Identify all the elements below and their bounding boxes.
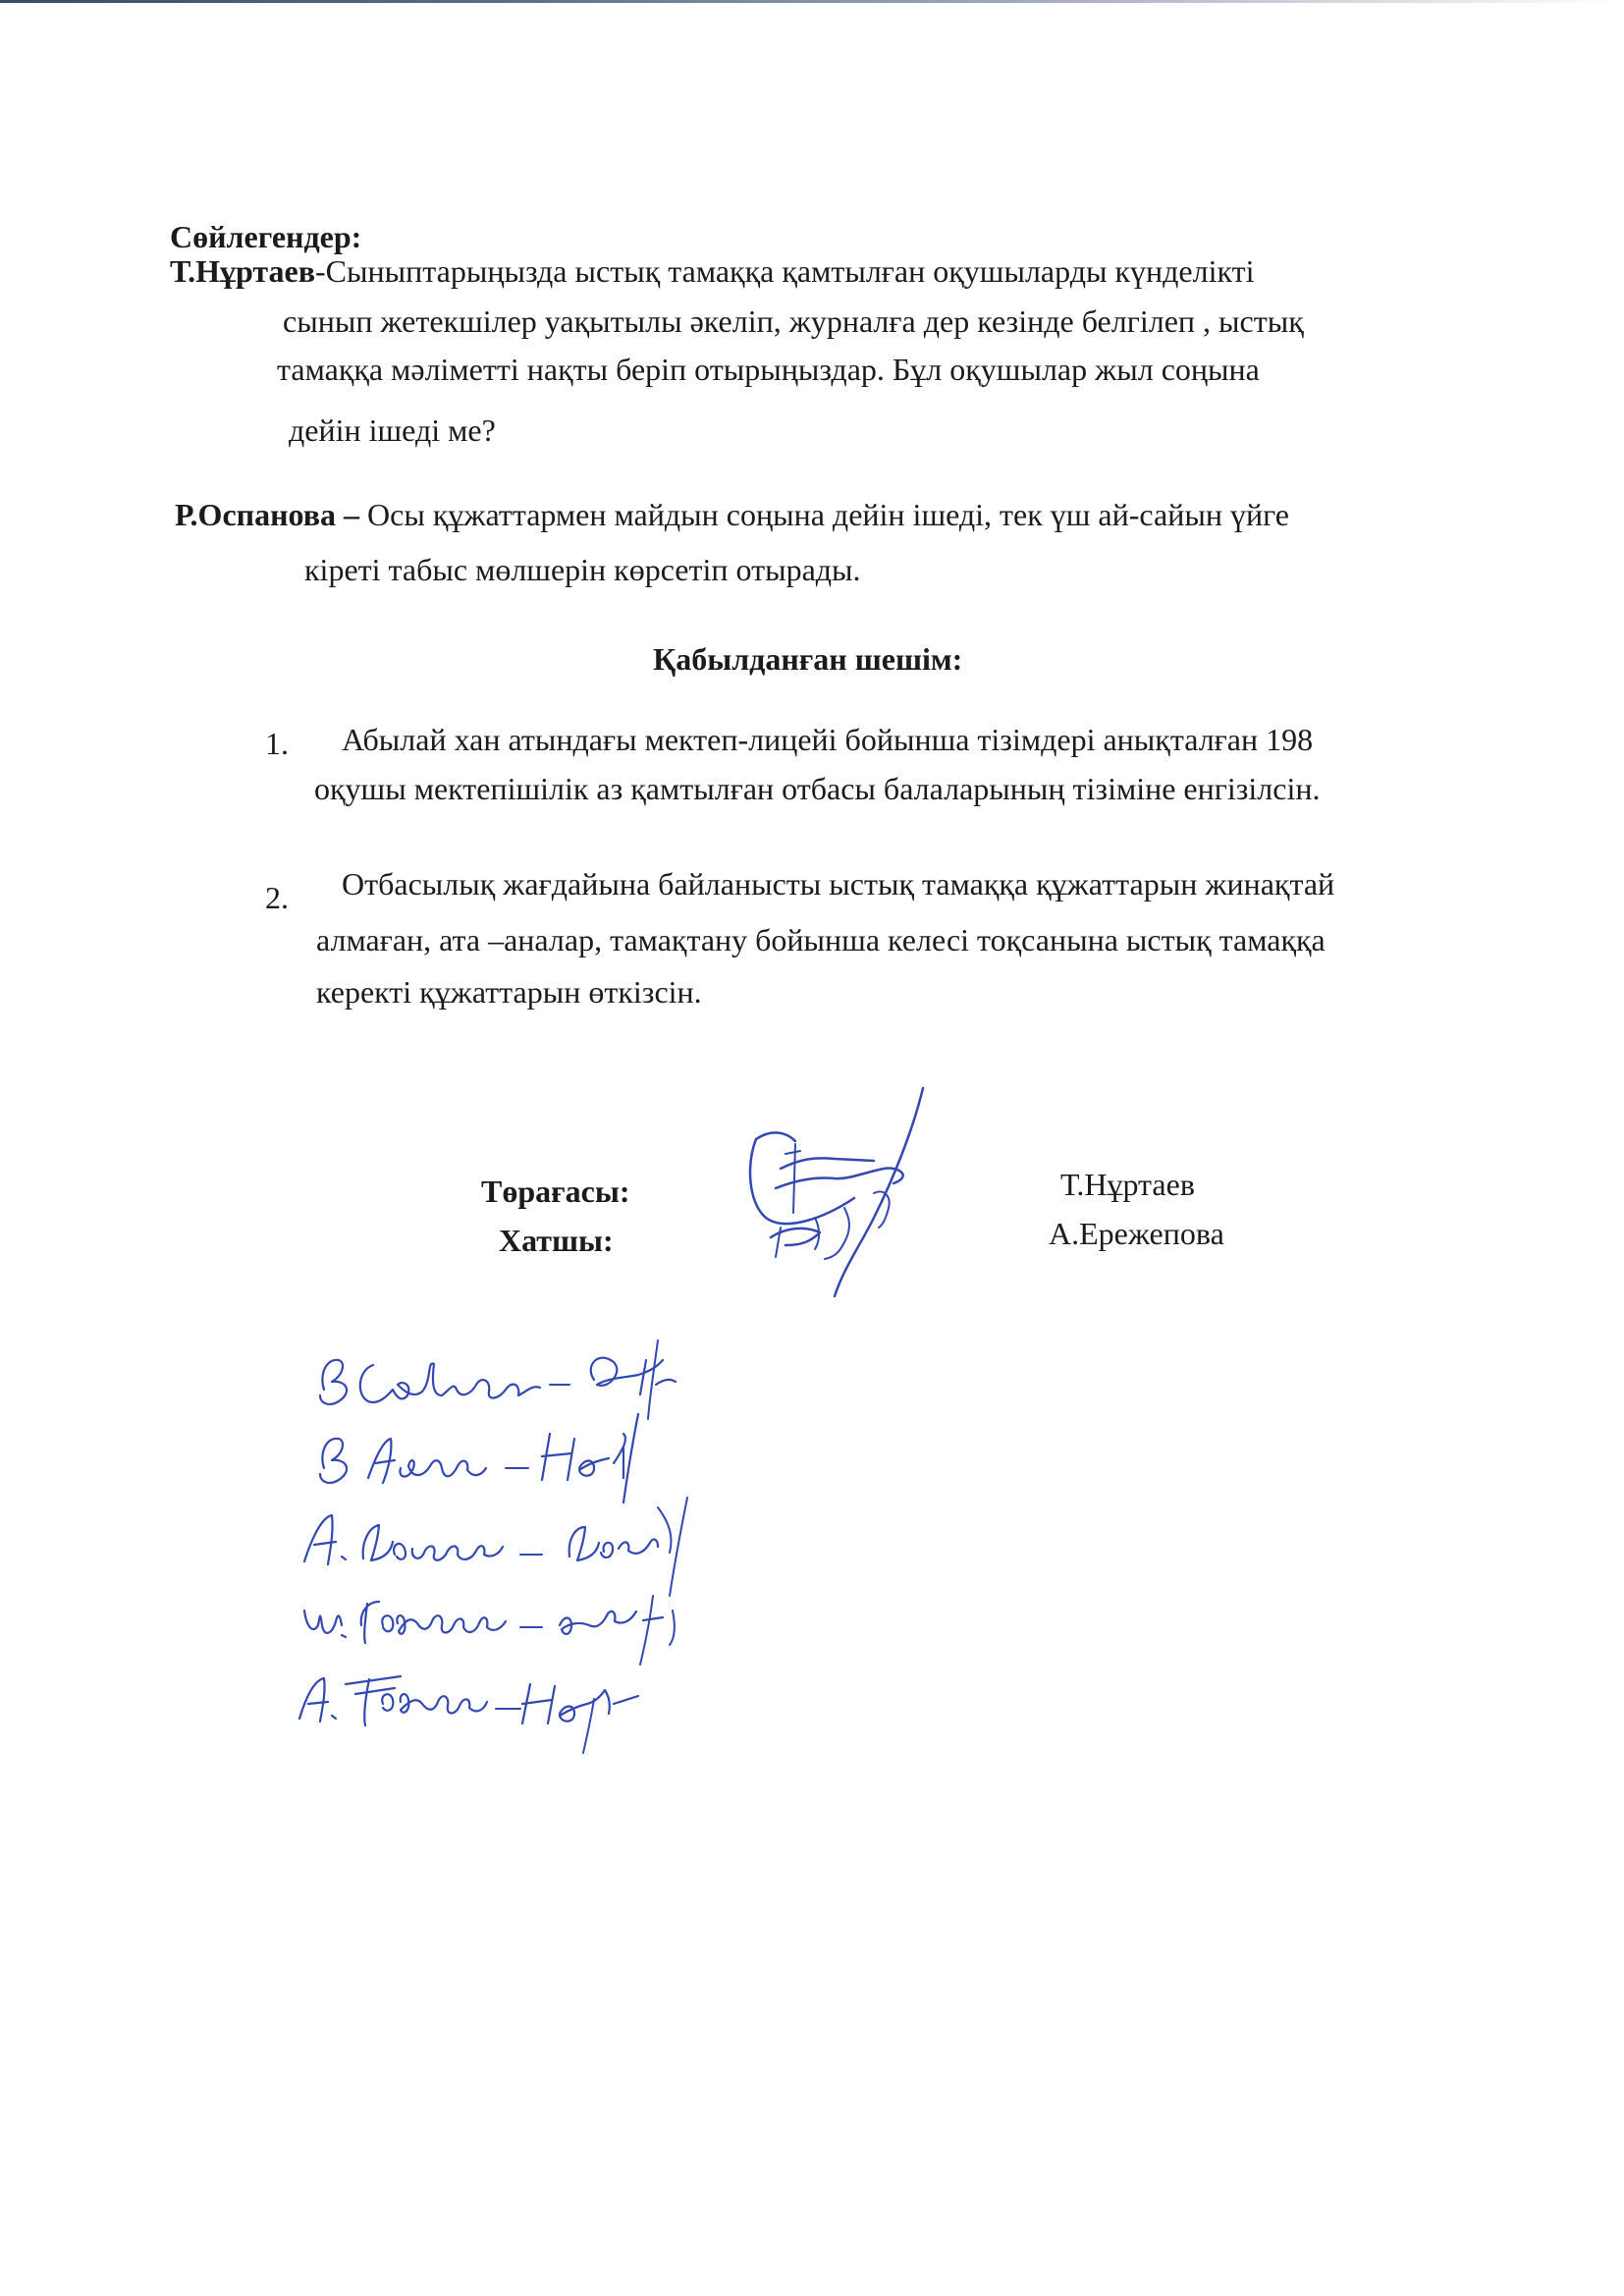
chair-secretary-signature <box>727 1070 1021 1306</box>
speech-2-speaker: Р.Оспанова – <box>175 497 359 532</box>
decision-1-number: 1. <box>265 726 289 761</box>
member-signature <box>304 1596 675 1665</box>
speech-1-line-1 <box>170 248 1254 294</box>
decision-2-line-2: алмаған, ата –аналар, тамақтану бойынша келесі тоқсанына ыстық тамаққа <box>316 922 1326 957</box>
speech-1-text-1: -Сыныптарыңызда ыстық тамаққа қамтылған оқушыларды күнделікті <box>315 253 1255 289</box>
handwritten-members <box>285 1331 835 1753</box>
speech-1-line-3: тамаққа мәліметті нақты беріп отырыңыздар. Бұл оқушылар жыл соңына <box>277 352 1260 387</box>
decision-1-line-1: Абылай хан атындағы мектеп-лицейі бойынша тізімдері анықталған 198 <box>342 722 1314 757</box>
speech-2-text-1: Осы құжаттармен майдын соңына дейін ішеді, тек үш ай-сайын үйге <box>359 497 1289 532</box>
decision-2-line-1: Отбасылық жағдайына байланысты ыстық тамаққа құжаттарын жинақтай <box>342 866 1335 902</box>
member-signature <box>299 1676 638 1753</box>
member-signature <box>320 1414 638 1503</box>
member-signature <box>304 1498 687 1596</box>
speakers-heading: Сөйлегендер: <box>170 219 362 254</box>
decision-2-line-3: керекті құжаттарын өткізсін. <box>316 974 702 1010</box>
decision-heading: Қабылданған шешім: <box>653 641 963 677</box>
speech-1-line-4: дейін ішеді ме? <box>289 412 496 448</box>
decision-2-number: 2. <box>265 880 289 915</box>
member-signature <box>320 1340 676 1419</box>
speech-2-line-1 <box>175 492 1289 537</box>
secretary-name: А.Ережепова <box>1049 1216 1224 1251</box>
decision-1-line-2: оқушы мектепішілік аз қамтылған отбасы балаларының тізіміне енгізілсін. <box>314 771 1321 806</box>
speech-1-speaker: Т.Нұртаев <box>170 253 315 289</box>
secretary-label: Хатшы: <box>499 1223 614 1258</box>
chair-name: Т.Нұртаев <box>1060 1167 1195 1202</box>
speech-1-line-2: сынып жетекшілер уақытылы әкеліп, журналға дер кезінде белгілеп , ыстық <box>283 303 1304 339</box>
speech-2-line-2: кіреті табыс мөлшерін көрсетіп отырады. <box>304 552 861 587</box>
chair-label: Төрағасы: <box>481 1174 630 1209</box>
